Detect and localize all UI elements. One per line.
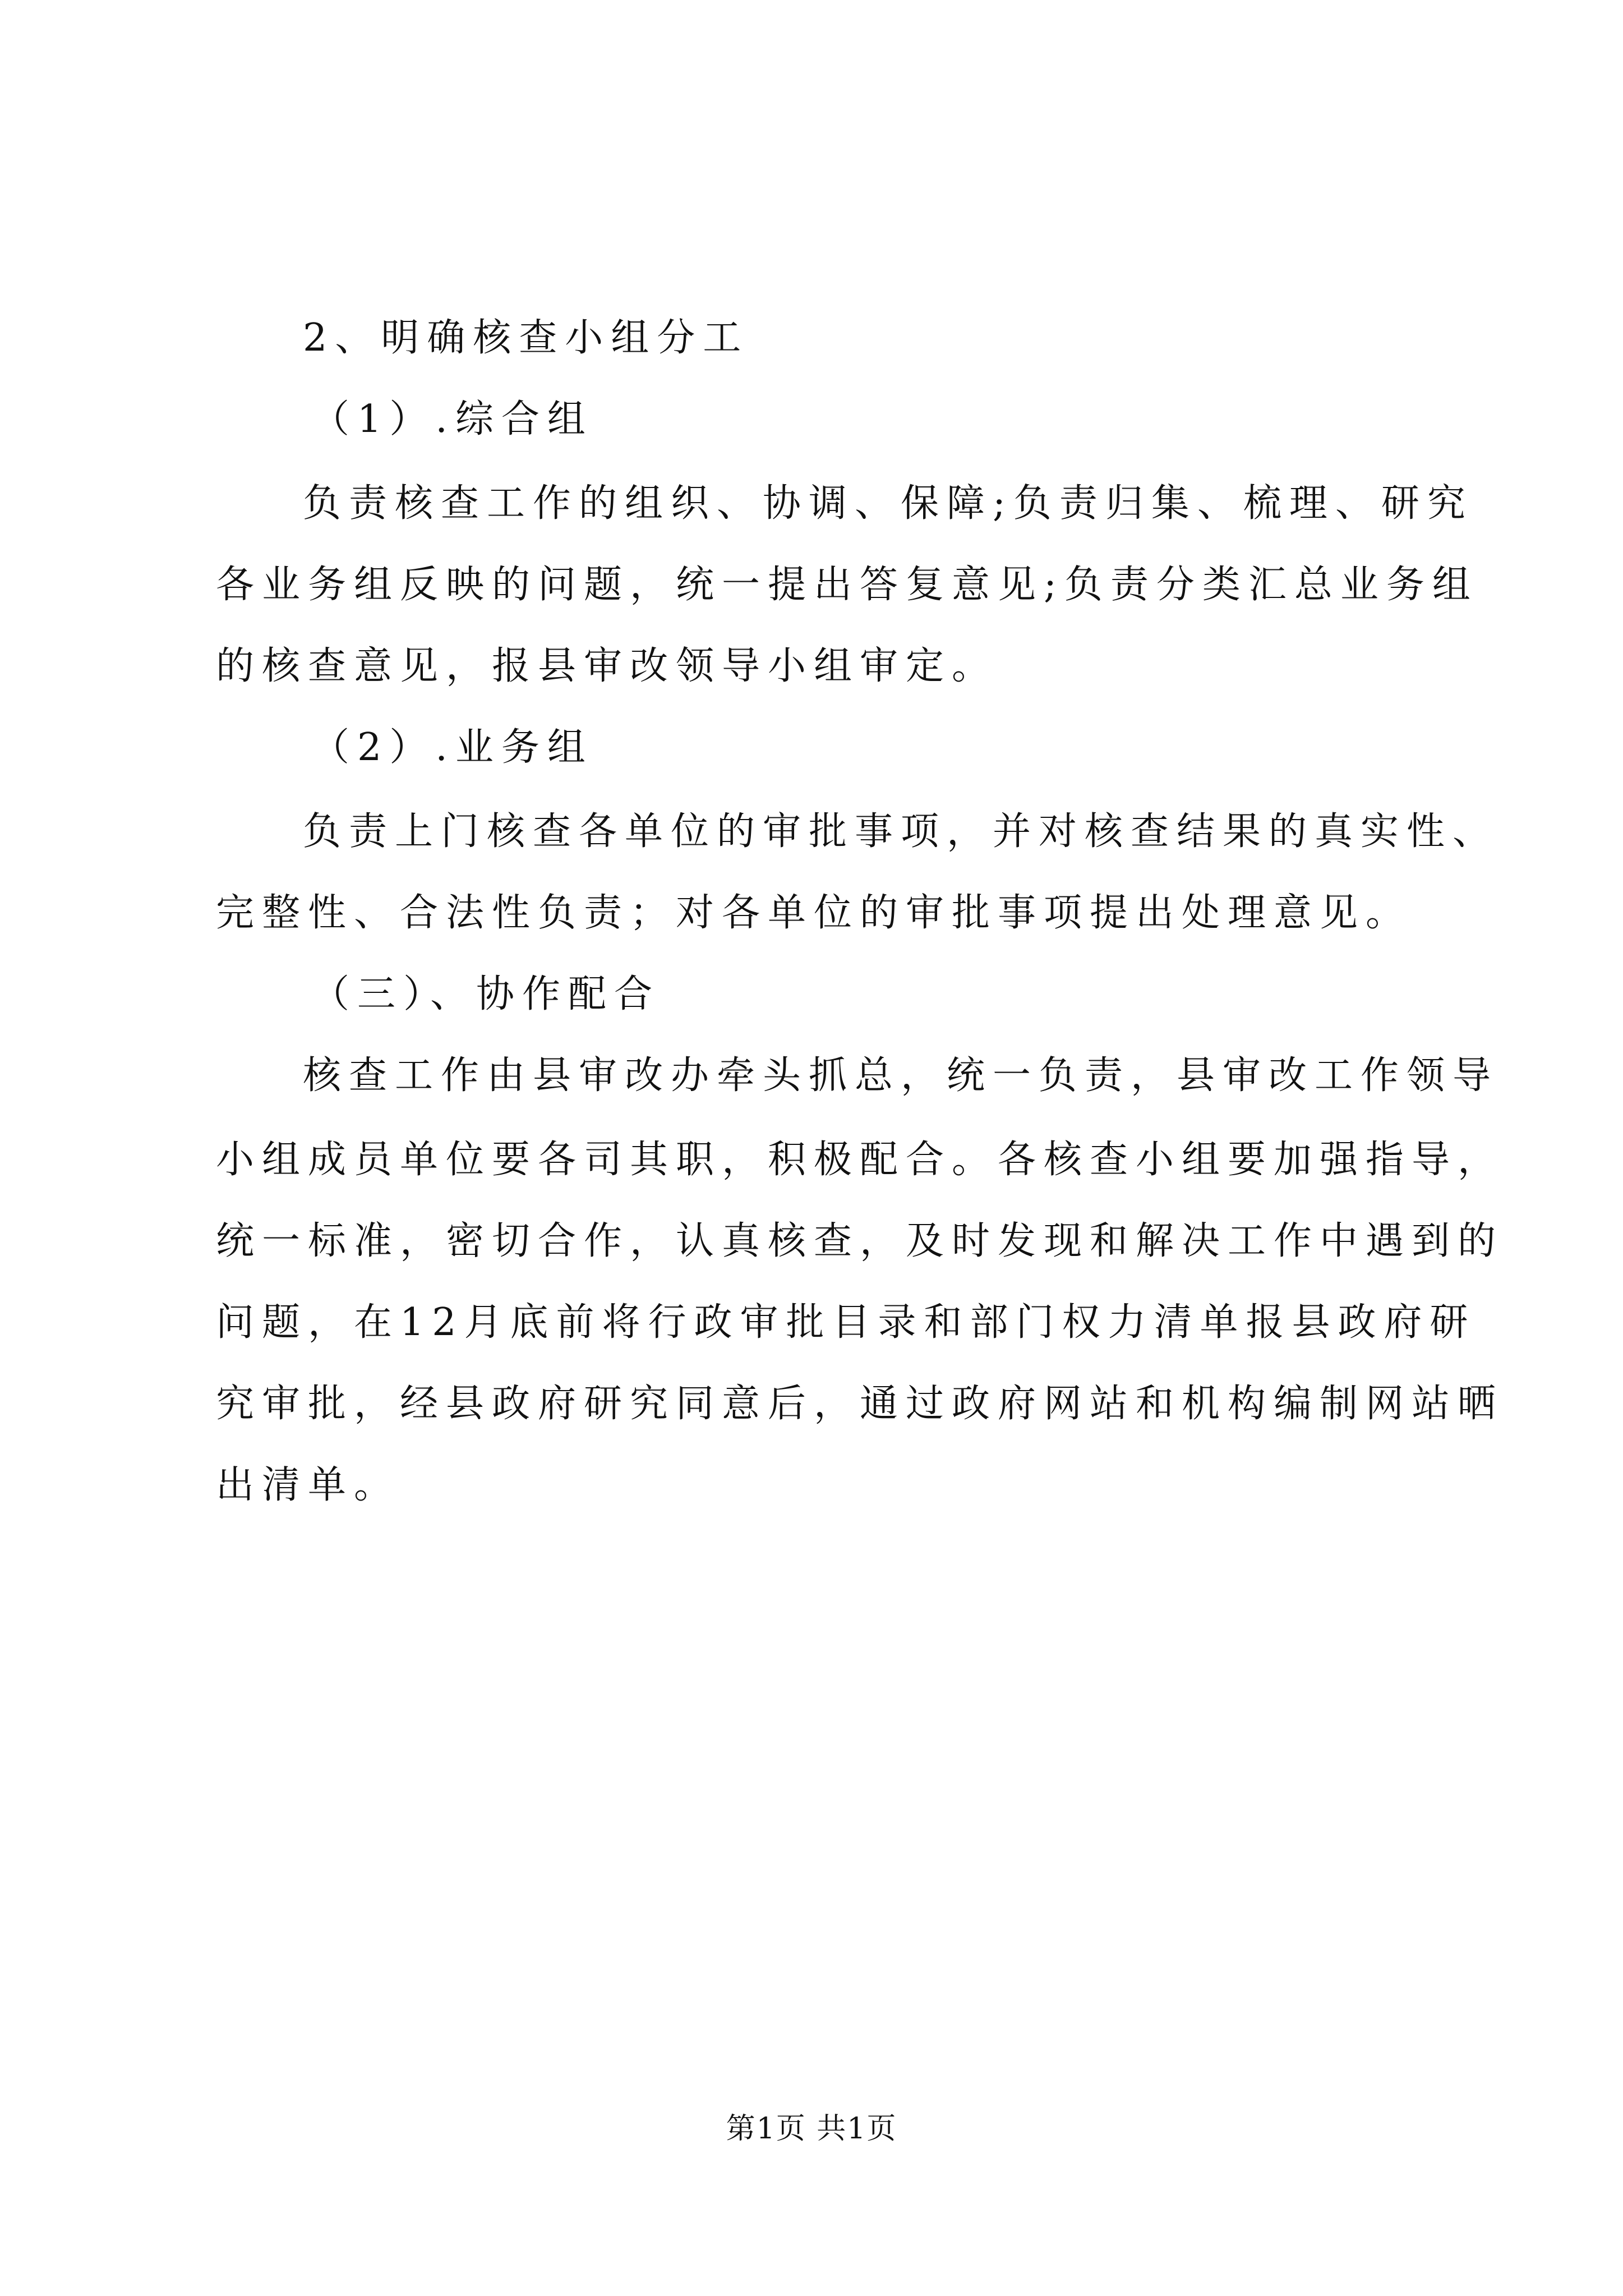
subheading-business-group: （2）.业务组 [311,725,593,770]
paragraph-line: 完整性、合法性负责；对各单位的审批事项提出处理意见。 [216,891,1412,935]
paragraph-line: 负责核查工作的组织、协调、保障;负责归集、梳理、研究 [303,481,1473,526]
heading-cooperation: （三）、协作配合 [311,972,661,1016]
paragraph-line: 核查工作由县审改办牵头抓总，统一负责，县审改工作领导 [303,1053,1499,1098]
paragraph-line: 统一标准，密切合作，认真核查，及时发现和解决工作中遇到的 [216,1219,1504,1263]
paragraph-line: 小组成员单位要各司其职，积极配合。各核查小组要加强指导， [216,1138,1504,1182]
paragraph-line: 出清单。 [216,1463,400,1507]
paragraph-line: 的核查意见，报县审改领导小组审定。 [216,644,998,688]
heading-division-of-labor: 2、明确核查小组分工 [303,316,749,360]
paragraph-line: 负责上门核查各单位的审批事项，并对核查结果的真实性、 [303,809,1499,854]
subheading-general-group: （1）.综合组 [311,397,593,441]
paragraph-line: 问题，在12月底前将行政审批目录和部门权力清单报县政府研 [216,1300,1476,1345]
paragraph-line: 各业务组反映的问题，统一提出答复意见;负责分类汇总业务组 [216,563,1478,607]
page-footer: 第1页 共1页 [726,2112,897,2146]
paragraph-line: 究审批，经县政府研究同意后，通过政府网站和机构编制网站晒 [216,1382,1504,1426]
